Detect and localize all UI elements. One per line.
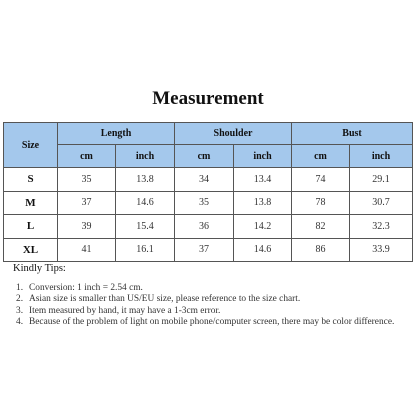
unit-header: cm: [58, 145, 116, 168]
table-cell: 36: [175, 215, 234, 239]
table-row: [4, 191, 413, 215]
unit-header: inch: [350, 145, 413, 168]
shoulder-group-header: Shoulder: [175, 123, 292, 145]
table-cell: 29.1: [350, 168, 413, 192]
tip-text: Conversion: 1 inch = 2.54 cm.: [29, 282, 143, 293]
table-header-row: [4, 123, 413, 145]
table-cell: 35: [175, 191, 234, 215]
table-cell: 78: [292, 191, 350, 215]
unit-header: cm: [175, 145, 234, 168]
table-cell: 14.6: [234, 238, 292, 262]
table-cell: 33.9: [350, 238, 413, 262]
table-cell: 37: [175, 238, 234, 262]
tip-item: [13, 306, 408, 318]
table-row: [4, 168, 413, 192]
table-cell: 86: [292, 238, 350, 262]
table-row: [4, 215, 413, 239]
table-cell: 74: [292, 168, 350, 192]
size-label: M: [4, 191, 58, 215]
tip-text: Item measured by hand, it may have a 1-3cm error.: [29, 305, 221, 316]
tip-number: 2.: [16, 294, 24, 304]
unit-header: inch: [116, 145, 175, 168]
table-cell: 30.7: [350, 191, 413, 215]
tip-item: [13, 283, 408, 295]
kindly-tips: [13, 263, 408, 329]
tip-item: [13, 294, 408, 306]
table-cell: 37: [58, 191, 116, 215]
table-cell: 82: [292, 215, 350, 239]
table-cell: 15.4: [116, 215, 175, 239]
size-label: XL: [4, 238, 58, 262]
table-cell: 39: [58, 215, 116, 239]
table-cell: 16.1: [116, 238, 175, 262]
table-cell: 34: [175, 168, 234, 192]
tips-title: Kindly Tips:: [13, 263, 66, 274]
table-cell: 14.2: [234, 215, 292, 239]
table-cell: 32.3: [350, 215, 413, 239]
table-cell: 14.6: [116, 191, 175, 215]
tip-number: 1.: [16, 282, 24, 293]
tip-item: [13, 317, 408, 329]
tips-list: [13, 283, 408, 329]
size-label: L: [4, 215, 58, 239]
size-label: S: [4, 168, 58, 192]
table-row: [4, 238, 413, 262]
tip-text: Because of the problem of light on mobile phone/computer screen, there may be color difference.: [29, 317, 395, 327]
table-cell: 13.4: [234, 168, 292, 192]
unit-header: cm: [292, 145, 350, 168]
length-group-header: Length: [58, 123, 175, 145]
unit-header: inch: [234, 145, 292, 168]
size-column-header: Size: [4, 123, 58, 168]
table-cell: 35: [58, 168, 116, 192]
table-cell: 41: [58, 238, 116, 262]
unit-header-row: [4, 145, 413, 168]
size-table: [3, 122, 413, 262]
table-cell: 13.8: [234, 191, 292, 215]
tip-number: 4.: [16, 317, 24, 327]
table-cell: 13.8: [116, 168, 175, 192]
bust-group-header: Bust: [292, 123, 413, 145]
page-title: Measurement: [152, 88, 264, 109]
tip-number: 3.: [16, 305, 24, 316]
tip-text: Asian size is smaller than US/EU size, please reference to the size chart.: [29, 294, 301, 304]
